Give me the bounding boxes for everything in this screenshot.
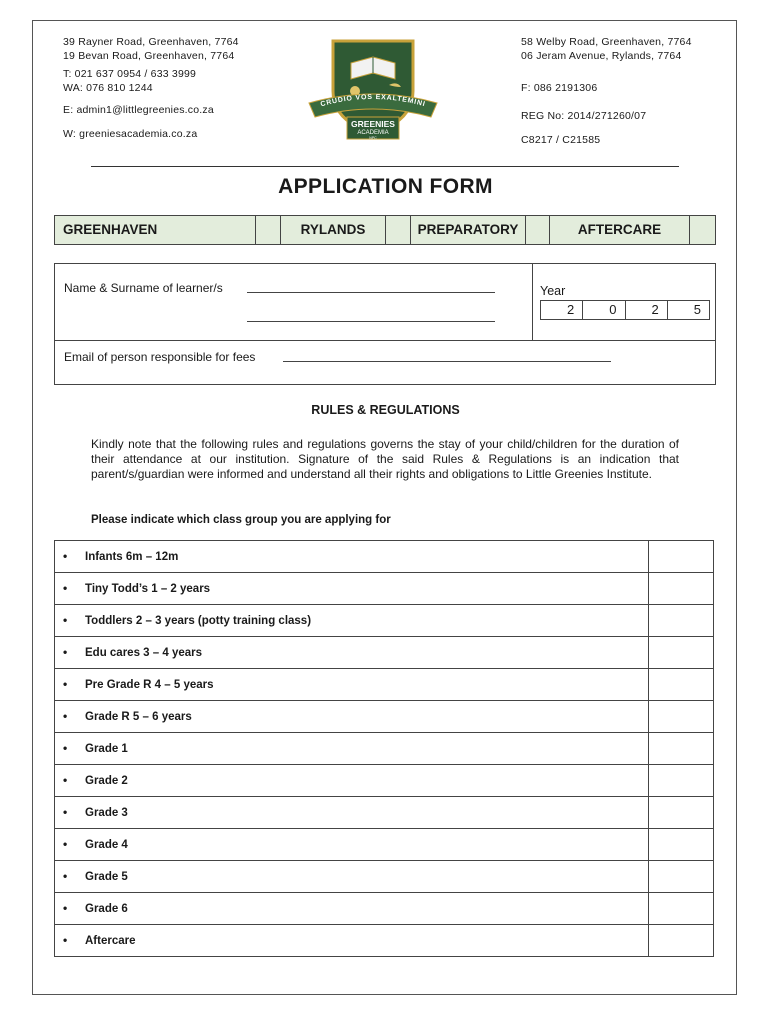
class-group-label: Aftercare: [85, 935, 136, 947]
class-group-checkbox[interactable]: [649, 765, 713, 796]
class-group-row: [55, 637, 713, 669]
contact-line: 19 Bevan Road, Greenhaven, 7764: [63, 50, 235, 62]
bullet-icon: •: [63, 869, 68, 883]
class-group-row: [55, 861, 713, 893]
bullet-icon: •: [63, 645, 68, 659]
bullet-icon: •: [63, 837, 68, 851]
contact-line: WA: 076 810 1244: [63, 82, 153, 94]
class-group-row: [55, 797, 713, 829]
campus-preparatory-label: PREPARATORY: [411, 216, 526, 244]
contact-line: T: 021 637 0954 / 633 3999: [63, 68, 197, 80]
page-title: APPLICATION FORM: [278, 175, 493, 198]
class-group-table: [54, 540, 714, 957]
bullet-icon: •: [63, 549, 68, 563]
contact-line: W: greeniesacademia.co.za: [63, 128, 198, 140]
class-group-row: [55, 573, 713, 605]
class-group-checkbox[interactable]: [649, 541, 713, 572]
campus-rylands-label: RYLANDS: [281, 216, 386, 244]
bullet-icon: •: [63, 677, 68, 691]
learner-name-label: Name & Surname of learner/s: [64, 281, 223, 295]
class-group-checkbox[interactable]: [649, 893, 713, 924]
year-digit: 0: [583, 301, 625, 319]
class-group-row: [55, 893, 713, 925]
year-digit: 2: [541, 301, 583, 319]
class-group-checkbox[interactable]: [649, 605, 713, 636]
logo-crest-icon: [303, 33, 443, 143]
class-group-label: Grade R 5 – 6 years: [85, 711, 192, 723]
bullet-icon: •: [63, 901, 68, 915]
learner-details-box: [54, 263, 716, 385]
class-group-label: Infants 6m – 12m: [85, 551, 179, 563]
class-group-checkbox[interactable]: [649, 701, 713, 732]
class-group-label: Grade 4: [85, 839, 128, 851]
class-group-label: Grade 1: [85, 743, 128, 755]
class-group-checkbox[interactable]: [649, 829, 713, 860]
class-group-checkbox[interactable]: [649, 669, 713, 700]
right-contact-block: [521, 35, 692, 147]
campus-rylands-checkbox[interactable]: [386, 216, 411, 244]
contact-line: C8217 / C21585: [521, 134, 601, 146]
left-contact-block: [63, 35, 239, 141]
year-label: Year: [540, 284, 566, 298]
campus-aftercare-label: AFTERCARE: [550, 216, 690, 244]
contact-line: 06 Jeram Avenue, Rylands, 7764: [521, 50, 682, 62]
class-group-label: Edu cares 3 – 4 years: [85, 647, 202, 659]
logo-motto: CRUDIO VOS EXALTEMINI: [319, 93, 427, 109]
logo-npc: NPC: [369, 136, 377, 140]
class-group-label: Grade 6: [85, 903, 128, 915]
class-group-label: Grade 3: [85, 807, 128, 819]
contact-line: REG No: 2014/271260/07: [521, 110, 647, 122]
bullet-icon: •: [63, 933, 68, 947]
campus-aftercare-checkbox[interactable]: [690, 216, 715, 244]
class-group-checkbox[interactable]: [649, 733, 713, 764]
rules-paragraph: Kindly note that the following rules and regulations governs the stay of your child/children for the duration of their attendance at our institution. Signature of the said Rules & Regulations is an indication that parent/s/guardian were informed and understand all their rights and obligations to Little Greenies Institute.: [91, 437, 679, 481]
class-group-row: [55, 765, 713, 797]
bullet-icon: •: [63, 581, 68, 595]
class-group-label: Toddlers 2 – 3 years (potty training class): [85, 615, 312, 627]
bullet-icon: •: [63, 741, 68, 755]
contact-line: E: admin1@littlegreenies.co.za: [63, 104, 214, 116]
campus-greenhaven-label: GREENHAVEN: [55, 216, 256, 244]
contact-line: F: 086 2191306: [521, 82, 598, 94]
class-group-row: [55, 733, 713, 765]
school-logo: [303, 33, 443, 143]
year-digit: 5: [693, 302, 701, 317]
year-digit: 2: [626, 301, 668, 319]
class-group-row: [55, 701, 713, 733]
class-group-row: [55, 605, 713, 637]
class-group-label: Grade 2: [85, 775, 128, 787]
bullet-icon: •: [63, 805, 68, 819]
fees-email-input[interactable]: [283, 361, 611, 362]
bullet-icon: •: [63, 773, 68, 787]
email-divider: [55, 340, 715, 341]
class-group-label: Tiny Todd’s 1 – 2 years: [85, 583, 211, 595]
class-group-label: Grade 5: [85, 871, 128, 883]
class-group-checkbox[interactable]: [649, 861, 713, 892]
class-group-checkbox[interactable]: [649, 797, 713, 828]
class-group-row: [55, 829, 713, 861]
class-group-row: [55, 925, 713, 956]
year-divider: [532, 264, 533, 340]
class-group-checkbox[interactable]: [649, 637, 713, 668]
class-group-checkbox[interactable]: [649, 925, 713, 956]
campus-selection-table: [54, 215, 716, 245]
fees-email-label: Email of person responsible for fees: [64, 350, 256, 364]
bullet-icon: •: [63, 709, 68, 723]
class-group-row: [55, 669, 713, 701]
application-form-page: [32, 20, 737, 995]
rules-heading: RULES & REGULATIONS: [311, 403, 460, 417]
class-group-row: [55, 541, 713, 573]
contact-line: 58 Welby Road, Greenhaven, 7764: [521, 36, 692, 48]
learner-name-input[interactable]: [247, 292, 495, 293]
learner-name-input-line2[interactable]: [247, 321, 495, 322]
campus-greenhaven-checkbox[interactable]: [256, 216, 281, 244]
bullet-icon: •: [63, 613, 68, 627]
year-field[interactable]: [540, 300, 710, 320]
class-group-checkbox[interactable]: [649, 573, 713, 604]
logo-name: GREENIES: [351, 119, 395, 129]
campus-preparatory-checkbox[interactable]: [526, 216, 550, 244]
header-divider: [91, 166, 679, 167]
class-group-prompt: Please indicate which class group you are applying for: [91, 514, 391, 526]
class-group-label: Pre Grade R 4 – 5 years: [85, 679, 214, 691]
contact-line: 39 Rayner Road, Greenhaven, 7764: [63, 36, 239, 48]
logo-subname: ACADEMIA: [357, 130, 389, 136]
